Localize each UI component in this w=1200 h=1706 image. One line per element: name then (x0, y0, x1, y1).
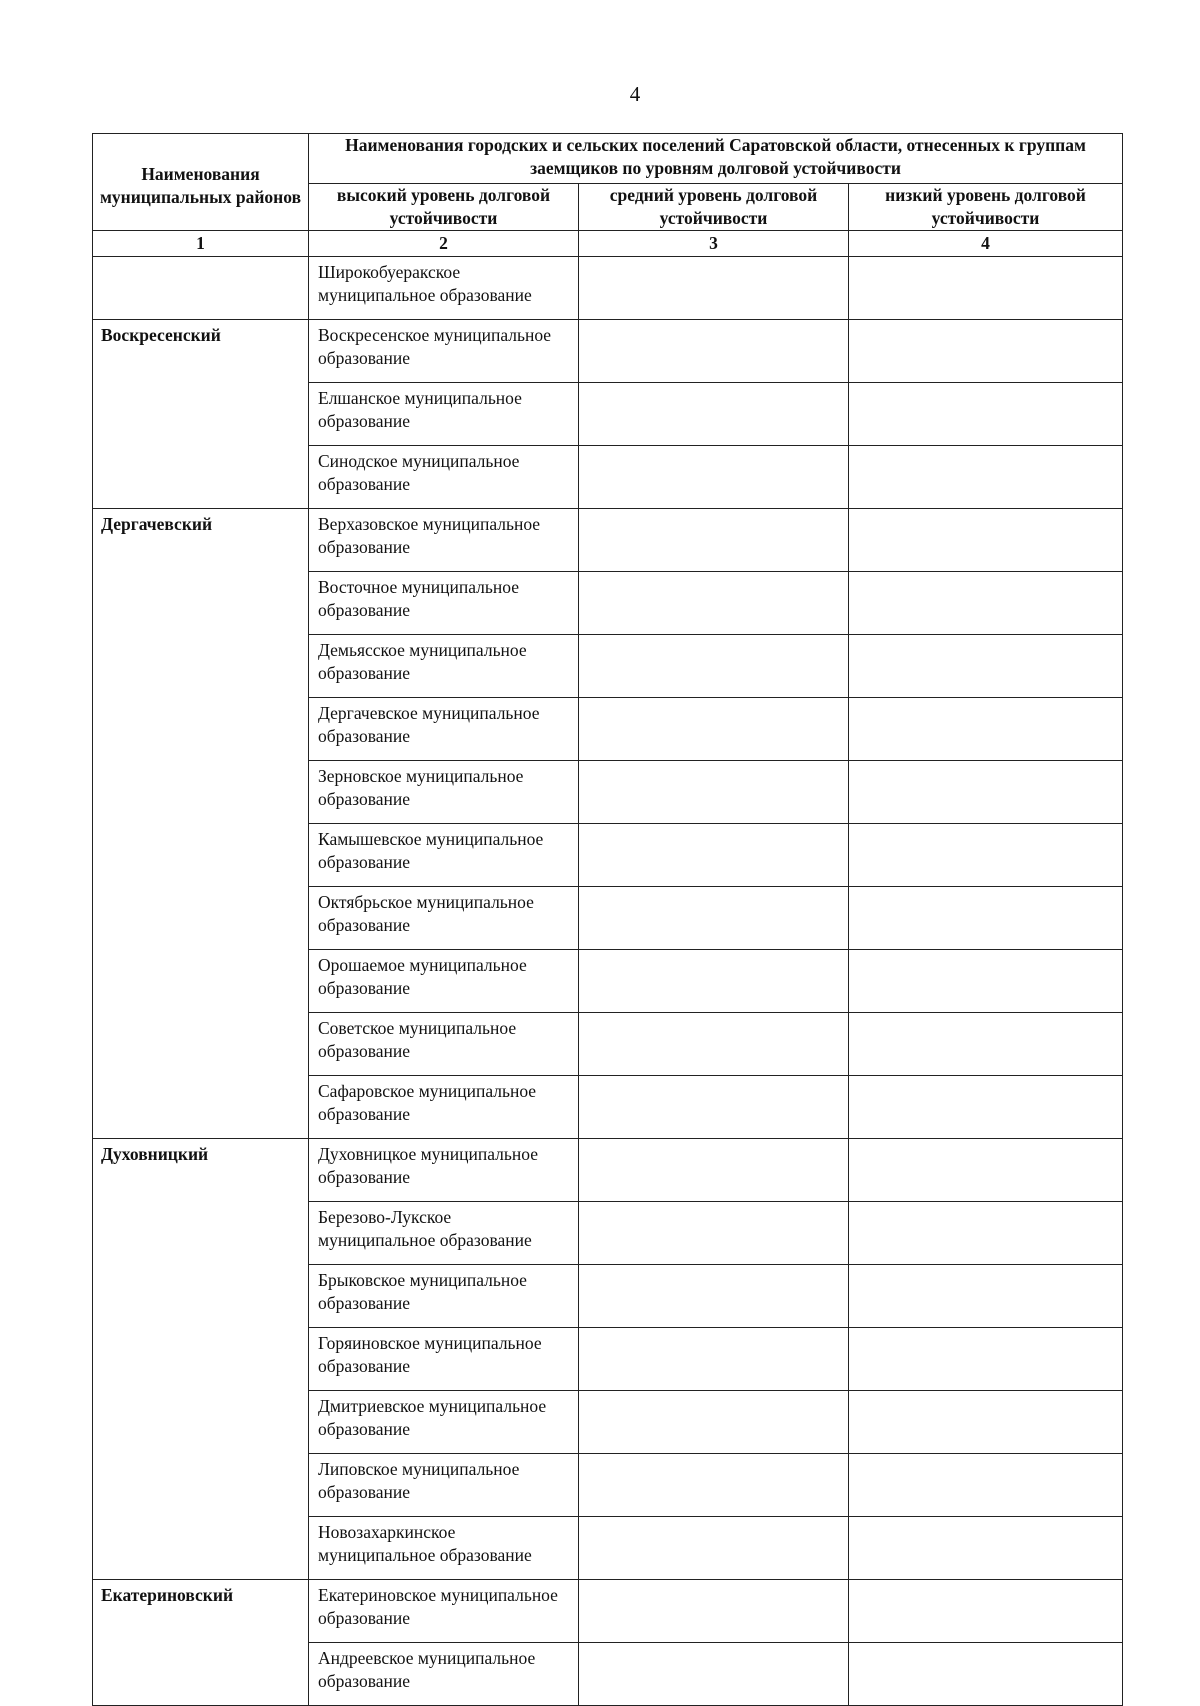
settlement-high-level: Липовское муниципальное образование (309, 1454, 579, 1517)
settlement-high-level: Елшанское муниципальное образование (309, 383, 579, 446)
settlement-low-level (849, 1013, 1123, 1076)
district-name (93, 257, 309, 320)
table-row (93, 1139, 1123, 1202)
settlement-high-level: Советское муниципальное образование (309, 1013, 579, 1076)
settlement-low-level (849, 572, 1123, 635)
settlement-high-level: Горяиновское муниципальное образование (309, 1328, 579, 1391)
settlement-medium-level (579, 950, 849, 1013)
settlement-low-level (849, 1580, 1123, 1643)
settlement-high-level: Демьясское муниципальное образование (309, 635, 579, 698)
header-settlements-group: Наименования городских и сельских поселений Саратовской области, отнесенных к группам заемщиков по уровням долговой устойчивости (309, 134, 1123, 184)
settlement-medium-level (579, 1643, 849, 1706)
settlement-low-level (849, 1076, 1123, 1139)
settlement-high-level: Екатериновское муниципальное образование (309, 1580, 579, 1643)
settlement-medium-level (579, 1265, 849, 1328)
settlement-low-level (849, 635, 1123, 698)
settlement-low-level (849, 824, 1123, 887)
column-number-2: 2 (309, 231, 579, 257)
settlement-low-level (849, 509, 1123, 572)
settlement-medium-level (579, 761, 849, 824)
settlements-table (92, 133, 1123, 1706)
settlement-medium-level (579, 1391, 849, 1454)
page-number: 4 (629, 82, 641, 106)
settlement-low-level (849, 887, 1123, 950)
settlement-high-level: Восточное муниципальное образование (309, 572, 579, 635)
column-number-4: 4 (849, 231, 1123, 257)
settlement-high-level: Зерновское муниципальное образование (309, 761, 579, 824)
settlement-low-level (849, 1202, 1123, 1265)
header-high-level: высокий уровень долговой устойчивости (309, 184, 579, 231)
settlement-low-level (849, 320, 1123, 383)
settlement-low-level (849, 950, 1123, 1013)
settlement-high-level: Березово-Лукское муниципальное образование (309, 1202, 579, 1265)
table-row (93, 509, 1123, 572)
table-row (93, 257, 1123, 320)
settlement-medium-level (579, 1202, 849, 1265)
settlement-low-level (849, 1391, 1123, 1454)
settlement-medium-level (579, 635, 849, 698)
settlement-medium-level (579, 257, 849, 320)
settlement-medium-level (579, 446, 849, 509)
settlement-low-level (849, 761, 1123, 824)
settlement-low-level (849, 257, 1123, 320)
settlement-medium-level (579, 1139, 849, 1202)
settlement-medium-level (579, 509, 849, 572)
settlement-high-level: Воскресенское муниципальное образование (309, 320, 579, 383)
settlement-low-level (849, 1454, 1123, 1517)
header-districts: Наименования муниципальных районов (93, 134, 309, 231)
settlement-high-level: Новозахаркинское муниципальное образование (309, 1517, 579, 1580)
district-name: Дергачевский (93, 509, 309, 1139)
settlement-medium-level (579, 383, 849, 446)
settlement-medium-level (579, 1013, 849, 1076)
settlement-low-level (849, 1643, 1123, 1706)
settlement-medium-level (579, 824, 849, 887)
settlement-medium-level (579, 1454, 849, 1517)
settlement-medium-level (579, 698, 849, 761)
settlement-medium-level (579, 887, 849, 950)
settlement-high-level: Андреевское муниципальное образование (309, 1643, 579, 1706)
settlement-high-level: Верхазовское муниципальное образование (309, 509, 579, 572)
settlement-low-level (849, 1265, 1123, 1328)
settlement-high-level: Широкобуеракское муниципальное образование (309, 257, 579, 320)
header-low-level: низкий уровень долговой устойчивости (849, 184, 1123, 231)
district-name: Духовницкий (93, 1139, 309, 1580)
settlement-low-level (849, 1328, 1123, 1391)
settlement-high-level: Дмитриевское муниципальное образование (309, 1391, 579, 1454)
table-row (93, 1580, 1123, 1643)
settlement-high-level: Сафаровское муниципальное образование (309, 1076, 579, 1139)
district-name: Екатериновский (93, 1580, 309, 1706)
settlement-high-level: Октябрьское муниципальное образование (309, 887, 579, 950)
settlement-medium-level (579, 1580, 849, 1643)
settlement-high-level: Камышевское муниципальное образование (309, 824, 579, 887)
settlement-low-level (849, 446, 1123, 509)
table-row (93, 320, 1123, 383)
settlement-high-level: Орошаемое муниципальное образование (309, 950, 579, 1013)
settlement-medium-level (579, 572, 849, 635)
settlement-low-level (849, 1139, 1123, 1202)
settlement-low-level (849, 698, 1123, 761)
settlement-medium-level (579, 1328, 849, 1391)
settlement-low-level (849, 1517, 1123, 1580)
settlement-medium-level (579, 320, 849, 383)
settlement-high-level: Духовницкое муниципальное образование (309, 1139, 579, 1202)
settlement-medium-level (579, 1517, 849, 1580)
settlement-high-level: Дергачевское муниципальное образование (309, 698, 579, 761)
settlement-medium-level (579, 1076, 849, 1139)
district-name: Воскресенский (93, 320, 309, 509)
settlement-low-level (849, 383, 1123, 446)
settlement-high-level: Брыковское муниципальное образование (309, 1265, 579, 1328)
column-number-1: 1 (93, 231, 309, 257)
settlement-high-level: Синодское муниципальное образование (309, 446, 579, 509)
column-number-3: 3 (579, 231, 849, 257)
header-medium-level: средний уровень долговой устойчивости (579, 184, 849, 231)
